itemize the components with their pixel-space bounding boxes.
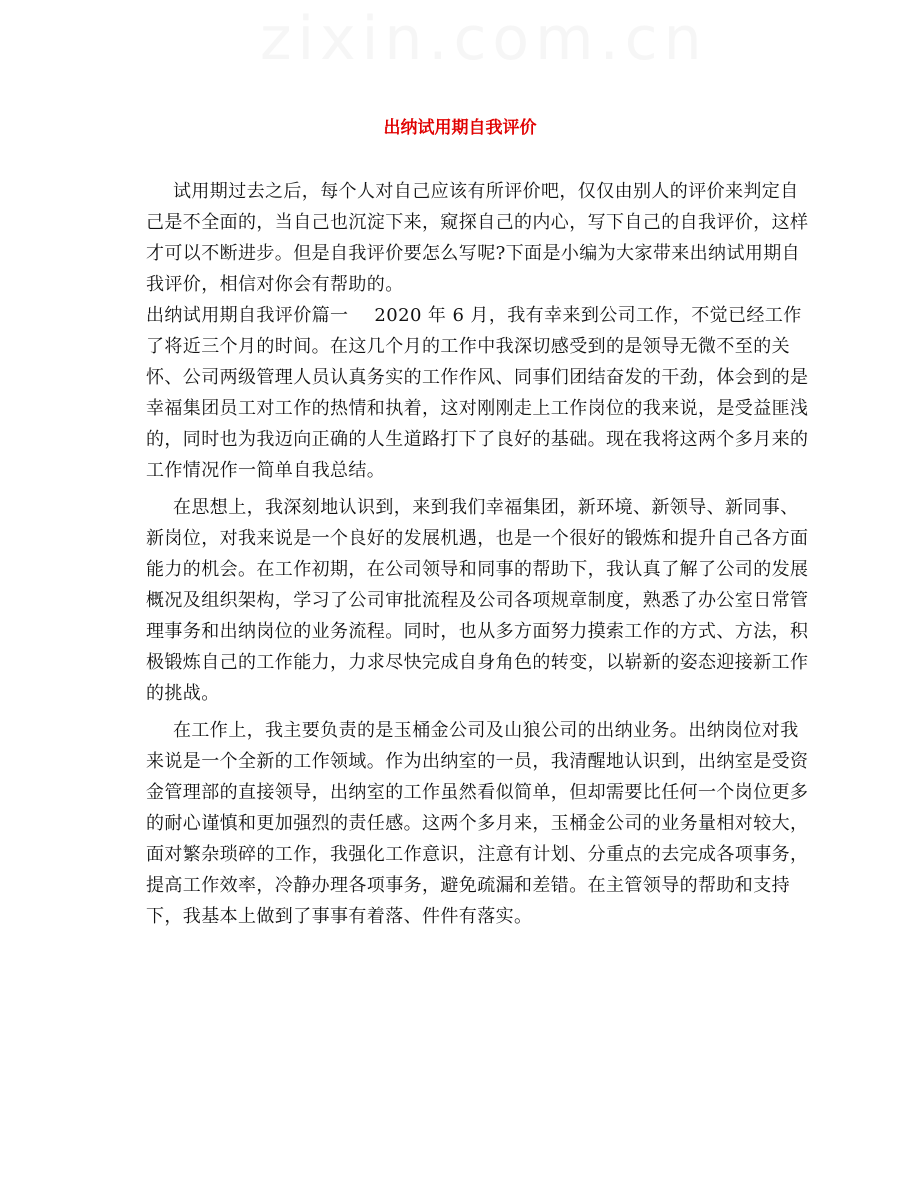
paragraph-line: 极锻炼自己的工作能力，力求尽快完成自身角色的转变，以崭新的姿态迎接新工作	[146, 652, 809, 673]
paragraph-line: 了将近三个月的时间。在这几个月的工作中我深切感受到的是领导无微不至的关	[146, 336, 790, 357]
paragraph-line: 试用期过去之后，每个人对自己应该有所评价吧，仅仅由别人的评价来判定自	[173, 181, 799, 202]
document-title: 出纳试用期自我评价	[383, 118, 537, 138]
paragraph-line: 理事务和出纳岗位的业务流程。同时，也从多方面努力摸索工作的方式、方法，积	[146, 621, 809, 642]
paragraph-line: 在思想上，我深刻地认识到，来到我们幸福集团，新环境、新领导、新同事、	[173, 497, 799, 518]
paragraph-work	[146, 715, 809, 932]
paragraph-line: 能力的机会。在工作初期，在公司领导和同事的帮助下，我认真了解了公司的发展	[146, 559, 809, 580]
paragraph-line: 概况及组织架构，学习了公司审批流程及公司各项规章制度，熟悉了办公室日常管	[146, 590, 809, 611]
paragraph-line: 的耐心谨慎和更加强烈的责任感。这两个多月来，玉桶金公司的业务量相对较大，	[146, 813, 809, 834]
paragraph-intro	[146, 176, 809, 300]
section-heading: 出纳试用期自我评价篇一	[146, 305, 349, 326]
paragraph-line: 面对繁杂琐碎的工作，我强化工作意识，注意有计划、分重点的去完成各项事务，	[146, 844, 809, 865]
paragraph-line: 来说是一个全新的工作领域。作为出纳室的一员，我清醒地认识到，出纳室是受资	[146, 751, 809, 772]
paragraph-line: 下，我基本上做到了事事有着落、件件有落实。	[146, 906, 533, 927]
paragraph-section-one	[146, 300, 809, 486]
paragraph-line	[146, 300, 802, 331]
paragraph-line: 金管理部的直接领导，出纳室的工作虽然看似简单，但却需要比任何一个岗位更多	[146, 782, 809, 803]
paragraph-line: 提高工作效率，冷静办理各项事务，避免疏漏和差错。在主管领导的帮助和支持	[146, 875, 790, 896]
paragraph-line: 工作情况作一简单自我总结。	[146, 460, 386, 481]
paragraph-thought	[146, 492, 809, 709]
paragraph-line: 的挑战。	[146, 683, 220, 704]
section-first-line-text: 2020 年 6 月，我有幸来到公司工作，不觉已经工作	[374, 305, 802, 326]
watermark: zixin.com.cn	[260, 4, 708, 74]
paragraph-line: 幸福集团员工对工作的热情和执着，这对刚刚走上工作岗位的我来说，是受益匪浅	[146, 398, 809, 419]
paragraph-line: 怀、公司两级管理人员认真务实的工作作风、同事们团结奋发的干劲，体会到的是	[146, 367, 809, 388]
paragraph-line: 新岗位，对我来说是一个良好的发展机遇，也是一个很好的锻炼和提升自己各方面	[146, 528, 809, 549]
paragraph-line: 己是不全面的，当自己也沉淀下来，窥探自己的内心，写下自己的自我评价，这样	[146, 212, 809, 233]
paragraph-line: 的，同时也为我迈向正确的人生道路打下了良好的基础。现在我将这两个多月来的	[146, 429, 809, 450]
document-body	[146, 176, 809, 932]
paragraph-line: 在工作上，我主要负责的是玉桶金公司及山狼公司的出纳业务。出纳岗位对我	[173, 720, 799, 741]
paragraph-line: 我评价，相信对你会有帮助的。	[146, 274, 404, 295]
paragraph-line: 才可以不断进步。但是自我评价要怎么写呢?下面是小编为大家带来出纳试用期自	[146, 243, 801, 264]
